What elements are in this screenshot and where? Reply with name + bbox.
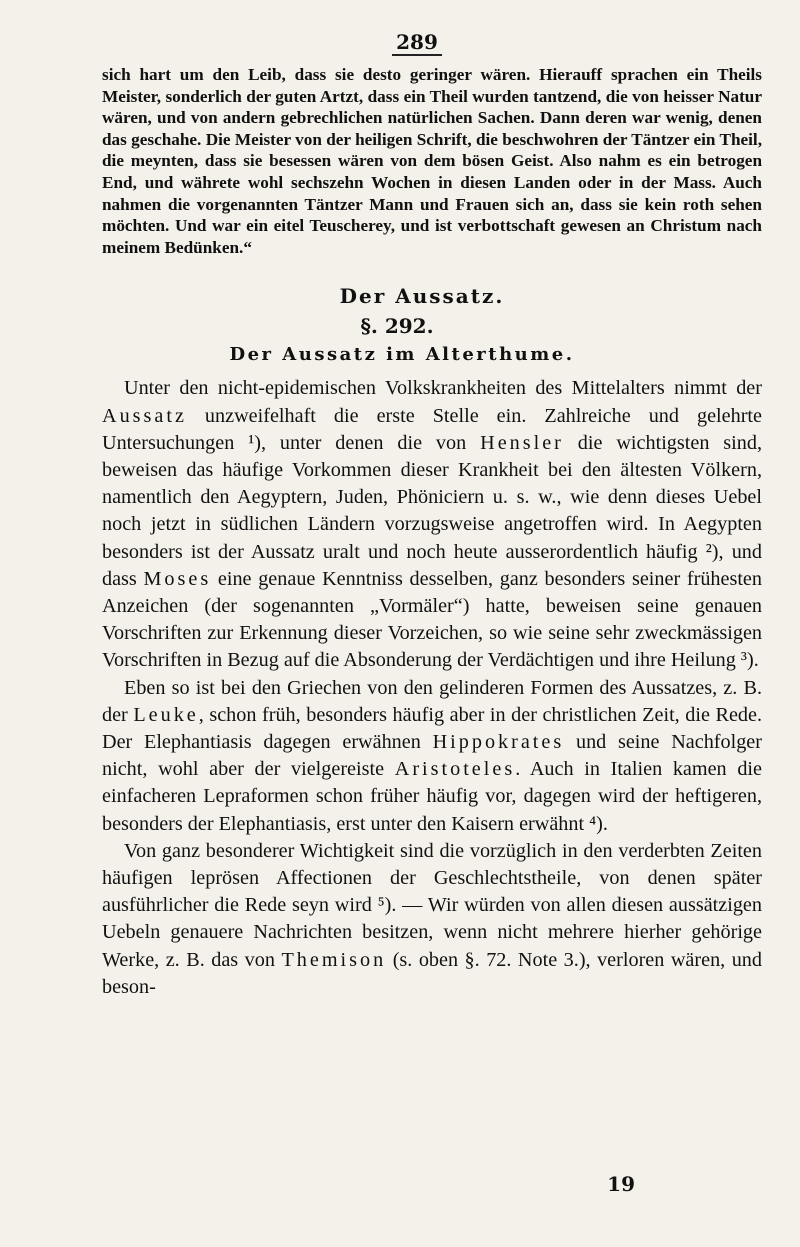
- paragraph-3: Von ganz besonderer Wichtigkeit sind die vorzüglich in den verderbten Zeiten häufigen leprösen Affectionen der Geschlechtstheile, von denen später ausführlicher die Rede seyn wird ⁵). — Wir würden von allen diesen aussätzigen Uebeln genauere Nachrichten besitzen, wenn nicht mehrere hierher gehörige Werke, z. B. das von Themison (s. oben §. 72. Note 3.), verloren wären, und beson-: [102, 839, 762, 998]
- emphasis-themison: Themison: [281, 948, 387, 971]
- paragraph-1: Unter den nicht-epidemischen Volkskrankheiten des Mittelalters nimmt der Aussatz unzweifelhaft die erste Stelle ein. Zahlreiche und gelehrte Untersuchungen ¹), unter denen die von Hensler die wichtigsten sind, beweisen das häufige Vorkommen dieser Krankheit bei den ältesten Völkern, namentlich den Aegyptern, Juden, Phöniciern u. s. w., wie denn dieses Uebel noch jetzt in südlichen Ländern vorzugsweise angetroffen wird. In Aegypten besonders ist der Aussatz uralt und noch heute ausserordentlich häufig ²), und dass Moses eine genaue Kenntniss desselben, ganz besonders seiner frühesten Anzeichen (der sogenannten „Vormäler“) hatte, beweisen seine genauen Vorschriften zur Erkennung dieser Vorzeichen, so wie seine sehr zweckmässigen Vorschriften in Bezug auf die Absonderung der Verdächtigen und ihre Heilung ³).: [102, 377, 763, 672]
- emphasis-aristoteles: Aristoteles: [394, 758, 516, 781]
- paragraph-2: Eben so ist bei den Griechen von den gelinderen Formen des Aussatzes, z. B. der Leuke, schon früh, besonders häufig aber in der christlichen Zeit, die Rede. Der Elephantiasis dagegen erwähnen Hippokrates und seine Nachfolger nicht, wohl aber der vielgereiste Aristoteles. Auch in Italien kamen die einfacheren Lepraformen schon früher häufig vor, dagegen wird der heftigeren, besonders der Elephantiasis, erst unter den Kaisern erwähnt ⁴).: [102, 676, 763, 835]
- emphasis-hippokrates: Hippokrates: [432, 730, 565, 753]
- section-title: Der Aussatz.: [339, 284, 505, 309]
- signature-mark: 19: [607, 1172, 635, 1196]
- page-number: 289: [72, 30, 762, 54]
- section-number: §. 292.: [360, 314, 434, 339]
- quote-paragraph: sich hart um den Leib, dass sie desto geringer wären. Hierauff sprachen ein Theils Meister, sonderlich der guten Artzt, dass ein Theil wurden tantzend, die von heisser Natur wären, und von andern gebrechlichen natürlichen Sachen. Dann deren war wenig, denen das geschahe. Die Meister von der heiligen Schrift, die beschwohren der Täntzer ein Theil, die meynten, dass sie besessen wären von dem bösen Geist. Also nahm es ein betrogen End, und währete wohl sechszehn Wochen in diesen Landen oder in der Mass. Auch nahmen die vorgenannten Täntzer Mann und Frauen sich an, dass sie kein roth sehen möchten. Und war ein eitel Teuscherey, und ist verbottschaft gewesen an Christum nach meinem Bedünken.“: [102, 65, 762, 257]
- emphasis-moses: Moses: [143, 567, 212, 590]
- emphasis-aussatz: Aussatz: [102, 404, 187, 427]
- quoted-passage: [102, 64, 762, 258]
- emphasis-hensler: Hensler: [480, 431, 564, 454]
- subsection-title: Der Aussatz im Alterthume.: [229, 344, 575, 366]
- emphasis-leuke: Leuke: [133, 703, 199, 726]
- body-text: [102, 375, 762, 1001]
